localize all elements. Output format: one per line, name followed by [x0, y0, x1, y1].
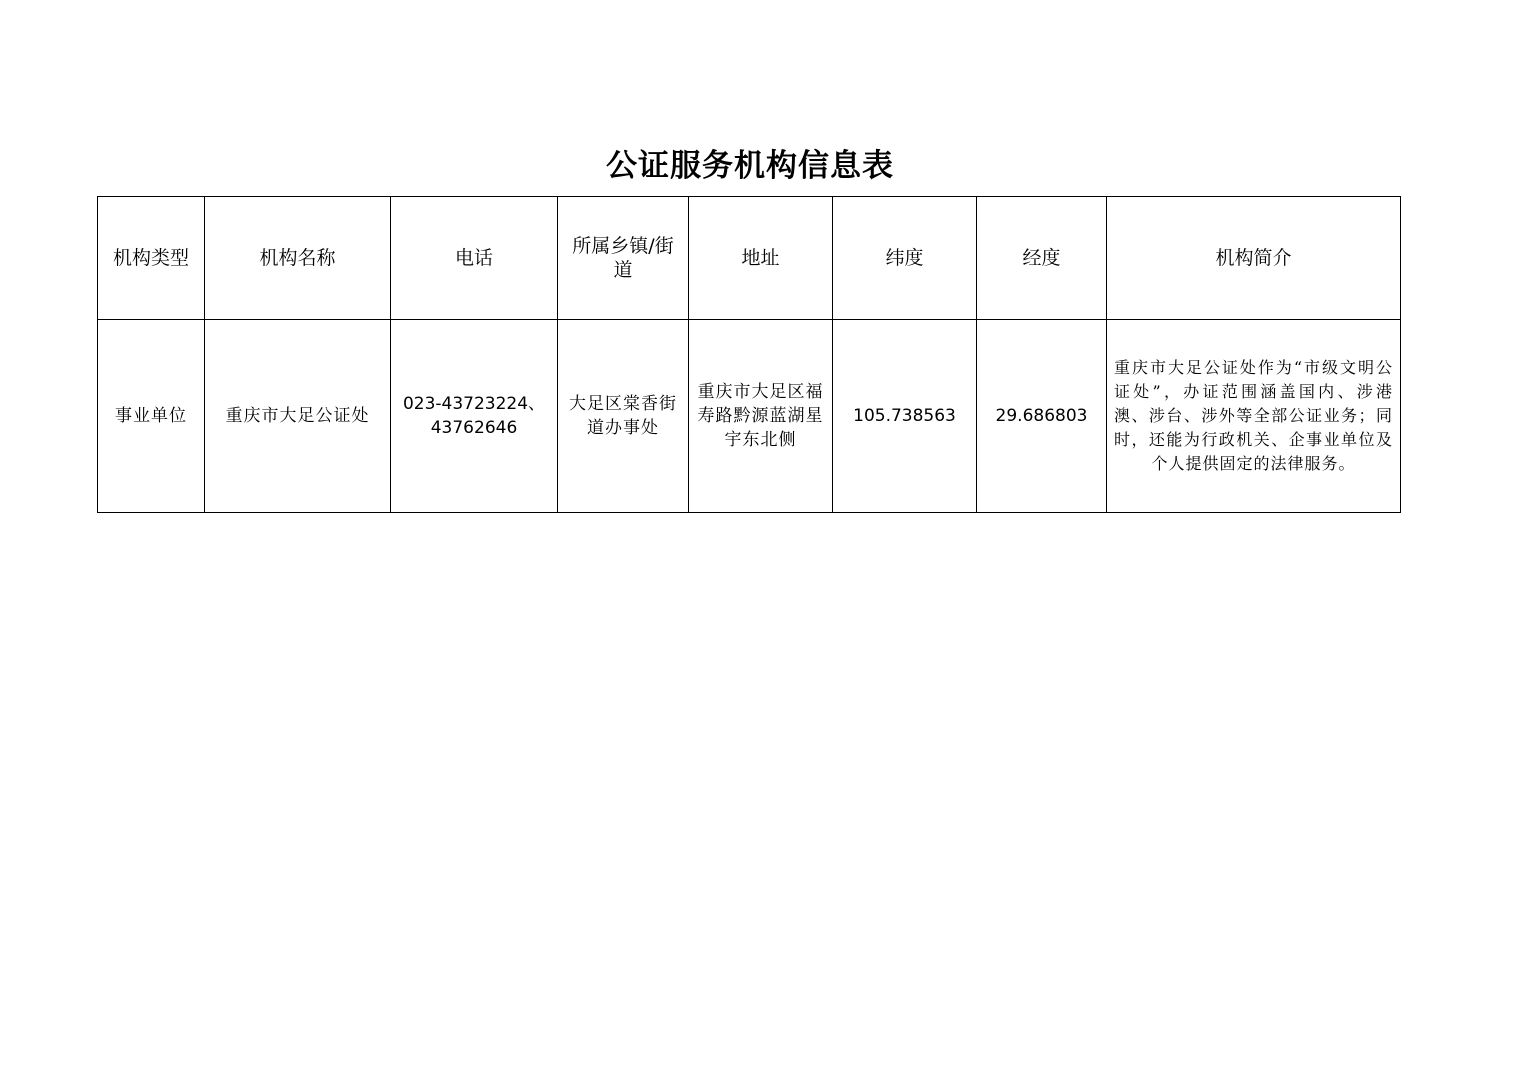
cell-address: 重庆市大足区福寿路黔源蓝湖星宇东北侧 [689, 320, 833, 513]
cell-longitude: 29.686803 [977, 320, 1107, 513]
header-introduction: 机构简介 [1107, 197, 1401, 320]
cell-latitude: 105.738563 [833, 320, 977, 513]
institution-info-table [97, 196, 1401, 513]
header-institution-type: 机构类型 [98, 197, 205, 320]
cell-institution-name: 重庆市大足公证处 [205, 320, 391, 513]
header-latitude: 纬度 [833, 197, 977, 320]
cell-street: 大足区棠香街道办事处 [558, 320, 689, 513]
table-header-row [98, 197, 1401, 320]
cell-introduction: 重庆市大足公证处作为“市级文明公证处”，办证范围涵盖国内、涉港澳、涉台、涉外等全部公证业务；同时，还能为行政机关、企事业单位及个人提供固定的法律服务。 [1107, 320, 1401, 513]
header-street: 所属乡镇/街道 [558, 197, 689, 320]
header-phone: 电话 [391, 197, 558, 320]
header-address: 地址 [689, 197, 833, 320]
header-longitude: 经度 [977, 197, 1107, 320]
page-title: 公证服务机构信息表 [606, 148, 894, 184]
cell-institution-type: 事业单位 [98, 320, 205, 513]
header-institution-name: 机构名称 [205, 197, 391, 320]
cell-phone: 023-43723224、43762646 [391, 320, 558, 513]
table-row [98, 320, 1401, 513]
